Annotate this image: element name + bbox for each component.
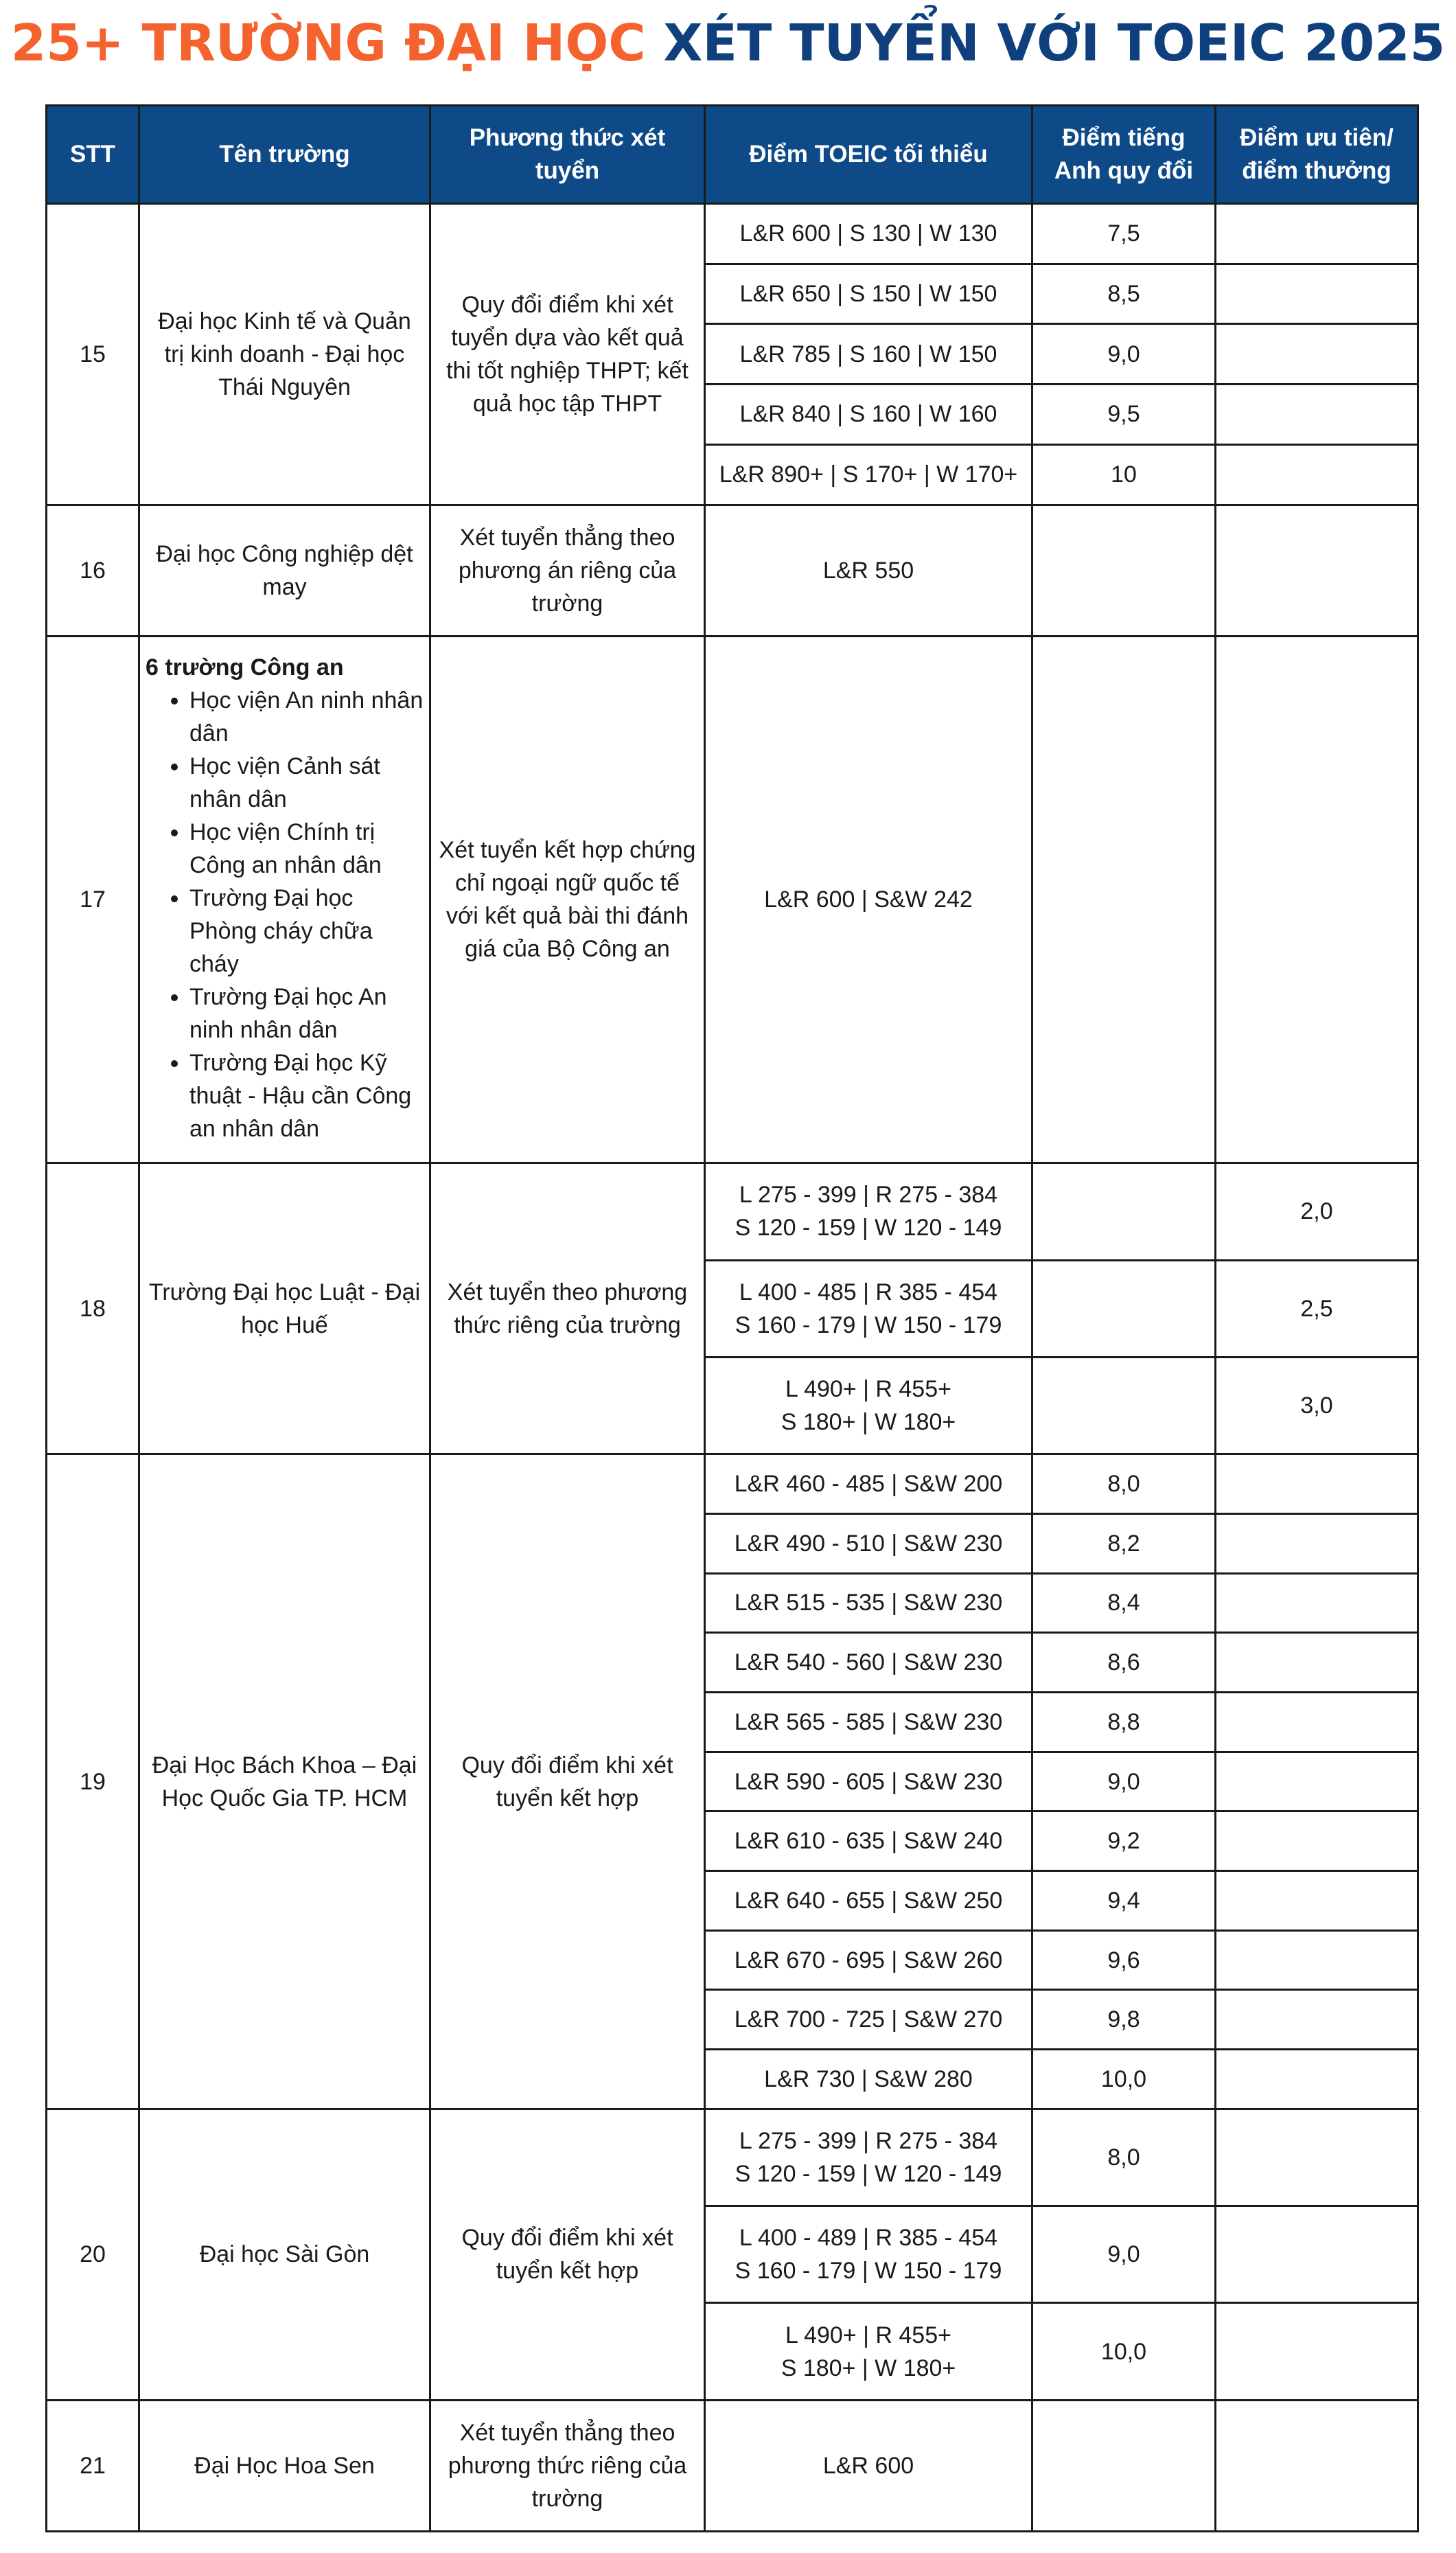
bonus-cell — [1216, 2303, 1418, 2400]
method-cell: Xét tuyển thẳng theo phương thức riêng của trường — [430, 2400, 705, 2531]
list-item: • Trường Đại học An ninh nhân dân — [189, 981, 425, 1046]
bonus-cell — [1216, 324, 1418, 385]
bonus-cell: 3,0 — [1216, 1357, 1418, 1454]
header-stt: STT — [47, 106, 139, 204]
school-cell: Đại học Sài Gòn — [139, 2109, 430, 2400]
toeic-cell: L&R 640 - 655 | S&W 250 — [705, 1871, 1032, 1931]
toeic-cell: L&R 670 - 695 | S&W 260 — [705, 1930, 1032, 1990]
school-cell: Đại học Công nghiệp dệt may — [139, 505, 430, 637]
toeic-cell: L&R 550 — [705, 505, 1032, 637]
table-row — [47, 2109, 1418, 2206]
bonus-cell — [1216, 1454, 1418, 1514]
toeic-cell: L&R 540 - 560 | S&W 230 — [705, 1633, 1032, 1693]
converted-cell: 7,5 — [1032, 204, 1216, 264]
stt-cell: 16 — [47, 505, 139, 637]
bonus-cell — [1216, 2206, 1418, 2303]
bonus-cell — [1216, 385, 1418, 445]
toeic-line: S 180+ | W 180+ — [781, 1409, 956, 1436]
bonus-cell — [1216, 444, 1418, 505]
converted-cell — [1032, 2400, 1216, 2531]
school-group-cell — [139, 637, 430, 1163]
toeic-cell — [705, 2206, 1032, 2303]
group-title: 6 trường Công an — [146, 654, 344, 681]
header-min-score: Điểm TOEIC tối thiểu — [705, 106, 1032, 204]
toeic-cell: L&R 730 | S&W 280 — [705, 2050, 1032, 2109]
list-item: • Trường Đại học Kỹ thuật - Hậu cần Công an nhân dân — [189, 1046, 425, 1145]
bonus-cell — [1216, 637, 1418, 1163]
toeic-cell: L&R 515 - 535 | S&W 230 — [705, 1573, 1032, 1633]
bonus-cell — [1216, 505, 1418, 637]
toeic-line: L 400 - 485 | R 385 - 454 — [739, 1279, 998, 1305]
title-main: XÉT TUYỂN VỚI TOEIC 2025 — [663, 14, 1446, 73]
method-cell: Xét tuyển theo phương thức riêng của trường — [430, 1163, 705, 1454]
toeic-line: L 490+ | R 455+ — [785, 1376, 951, 1403]
toeic-cell: L&R 460 - 485 | S&W 200 — [705, 1454, 1032, 1514]
table-row — [47, 637, 1418, 1163]
converted-cell: 10,0 — [1032, 2303, 1216, 2400]
toeic-cell: L&R 785 | S 160 | W 150 — [705, 324, 1032, 385]
bonus-cell — [1216, 2109, 1418, 2206]
table-row — [47, 505, 1418, 637]
method-cell: Xét tuyển kết hợp chứng chỉ ngoại ngữ quốc tế với kết quả bài thi đánh giá của Bộ Công an — [430, 637, 705, 1163]
toeic-cell: L&R 700 - 725 | S&W 270 — [705, 1990, 1032, 2050]
header-method: Phương thức xét tuyển — [430, 106, 705, 204]
bonus-cell — [1216, 1752, 1418, 1811]
toeic-line: L 490+ | R 455+ — [785, 2322, 951, 2348]
converted-cell: 8,0 — [1032, 1454, 1216, 1514]
stt-cell: 18 — [47, 1163, 139, 1454]
header-bonus: Điểm ưu tiên/ điểm thưởng — [1216, 106, 1418, 204]
toeic-line: S 120 - 159 | W 120 - 149 — [735, 1215, 1002, 1241]
toeic-cell — [705, 2109, 1032, 2206]
converted-cell: 9,6 — [1032, 1930, 1216, 1990]
toeic-cell: L&R 650 | S 150 | W 150 — [705, 264, 1032, 324]
converted-cell: 9,8 — [1032, 1990, 1216, 2050]
toeic-line: S 160 - 179 | W 150 - 179 — [735, 2258, 1002, 2285]
converted-cell: 8,4 — [1032, 1573, 1216, 1633]
toeic-cell: L&R 610 - 635 | S&W 240 — [705, 1811, 1032, 1871]
converted-cell: 9,2 — [1032, 1811, 1216, 1871]
converted-cell — [1032, 505, 1216, 637]
bonus-cell — [1216, 264, 1418, 324]
toeic-cell — [705, 1260, 1032, 1357]
school-cell: Đại Học Bách Khoa – Đại Học Quốc Gia TP. HCM — [139, 1454, 430, 2109]
table-row — [47, 204, 1418, 264]
header-school: Tên trường — [139, 106, 430, 204]
page-title — [0, 5, 1456, 81]
bonus-cell — [1216, 2050, 1418, 2109]
toeic-cell: L&R 890+ | S 170+ | W 170+ — [705, 444, 1032, 505]
toeic-cell: L&R 840 | S 160 | W 160 — [705, 385, 1032, 445]
converted-cell: 8,8 — [1032, 1693, 1216, 1752]
toeic-cell — [705, 2303, 1032, 2400]
toeic-cell — [705, 1163, 1032, 1260]
bonus-cell — [1216, 1930, 1418, 1990]
title-highlight: 25+ TRƯỜNG ĐẠI HỌC — [10, 14, 646, 73]
header-converted: Điểm tiếng Anh quy đổi — [1032, 106, 1216, 204]
method-cell: Xét tuyển thẳng theo phương án riêng của trường — [430, 505, 705, 637]
toeic-line: S 180+ | W 180+ — [781, 2355, 956, 2381]
table-row — [47, 1454, 1418, 1514]
bonus-cell — [1216, 1513, 1418, 1573]
school-list — [146, 684, 425, 1145]
converted-cell: 8,0 — [1032, 2109, 1216, 2206]
toeic-line: S 160 - 179 | W 150 - 179 — [735, 1312, 1002, 1338]
header-row — [47, 106, 1418, 204]
bonus-cell — [1216, 1633, 1418, 1693]
list-item: • Học viện Cảnh sát nhân dân — [189, 750, 425, 816]
toeic-line: L 400 - 489 | R 385 - 454 — [739, 2225, 998, 2252]
toeic-cell: L&R 600 — [705, 2400, 1032, 2531]
toeic-line: L 275 - 399 | R 275 - 384 — [739, 1182, 998, 1209]
method-cell: Quy đổi điểm khi xét tuyển kết hợp — [430, 2109, 705, 2400]
toeic-line: L 275 - 399 | R 275 - 384 — [739, 2127, 998, 2154]
school-cell: Trường Đại học Luật - Đại học Huế — [139, 1163, 430, 1454]
converted-cell: 9,0 — [1032, 324, 1216, 385]
toeic-cell: L&R 590 - 605 | S&W 230 — [705, 1752, 1032, 1811]
bonus-cell — [1216, 1871, 1418, 1931]
bonus-cell: 2,5 — [1216, 1260, 1418, 1357]
stt-cell: 19 — [47, 1454, 139, 2109]
school-cell: Đại Học Hoa Sen — [139, 2400, 430, 2531]
toeic-cell: L&R 565 - 585 | S&W 230 — [705, 1693, 1032, 1752]
bonus-cell — [1216, 1990, 1418, 2050]
converted-cell: 9,0 — [1032, 2206, 1216, 2303]
converted-cell: 8,6 — [1032, 1633, 1216, 1693]
list-item: • Trường Đại học Phòng cháy chữa cháy — [189, 882, 425, 981]
table-row — [47, 1163, 1418, 1260]
converted-cell: 9,5 — [1032, 385, 1216, 445]
converted-cell: 9,0 — [1032, 1752, 1216, 1811]
toeic-cell: L&R 490 - 510 | S&W 230 — [705, 1513, 1032, 1573]
converted-cell: 8,2 — [1032, 1513, 1216, 1573]
stt-cell: 17 — [47, 637, 139, 1163]
converted-cell — [1032, 1163, 1216, 1260]
method-cell: Quy đổi điểm khi xét tuyển kết hợp — [430, 1454, 705, 2109]
table-row — [47, 2400, 1418, 2531]
bonus-cell — [1216, 204, 1418, 264]
stt-cell: 15 — [47, 204, 139, 505]
stt-cell: 20 — [47, 2109, 139, 2400]
stt-cell: 21 — [47, 2400, 139, 2531]
list-item: • Học viện Chính trị Công an nhân dân — [189, 816, 425, 882]
converted-cell: 10 — [1032, 444, 1216, 505]
bonus-cell — [1216, 1811, 1418, 1871]
toeic-cell: L&R 600 | S 130 | W 130 — [705, 204, 1032, 264]
bonus-cell — [1216, 2400, 1418, 2531]
toeic-cell — [705, 1357, 1032, 1454]
converted-cell: 10,0 — [1032, 2050, 1216, 2109]
method-cell: Quy đổi điểm khi xét tuyển dựa vào kết quả thi tốt nghiệp THPT; kết quả học tập THPT — [430, 204, 705, 505]
converted-cell: 9,4 — [1032, 1871, 1216, 1931]
bonus-cell — [1216, 1573, 1418, 1633]
bonus-cell: 2,0 — [1216, 1163, 1418, 1260]
toeic-line: S 120 - 159 | W 120 - 149 — [735, 2160, 1002, 2187]
converted-cell — [1032, 1260, 1216, 1357]
converted-cell — [1032, 1357, 1216, 1454]
bonus-cell — [1216, 1693, 1418, 1752]
converted-cell — [1032, 637, 1216, 1163]
list-item: • Học viện An ninh nhân dân — [189, 684, 425, 750]
table-header — [47, 106, 1418, 204]
toeic-admission-table — [45, 104, 1419, 2532]
toeic-cell: L&R 600 | S&W 242 — [705, 637, 1032, 1163]
converted-cell: 8,5 — [1032, 264, 1216, 324]
school-cell: Đại học Kinh tế và Quản trị kinh doanh - Đại học Thái Nguyên — [139, 204, 430, 505]
